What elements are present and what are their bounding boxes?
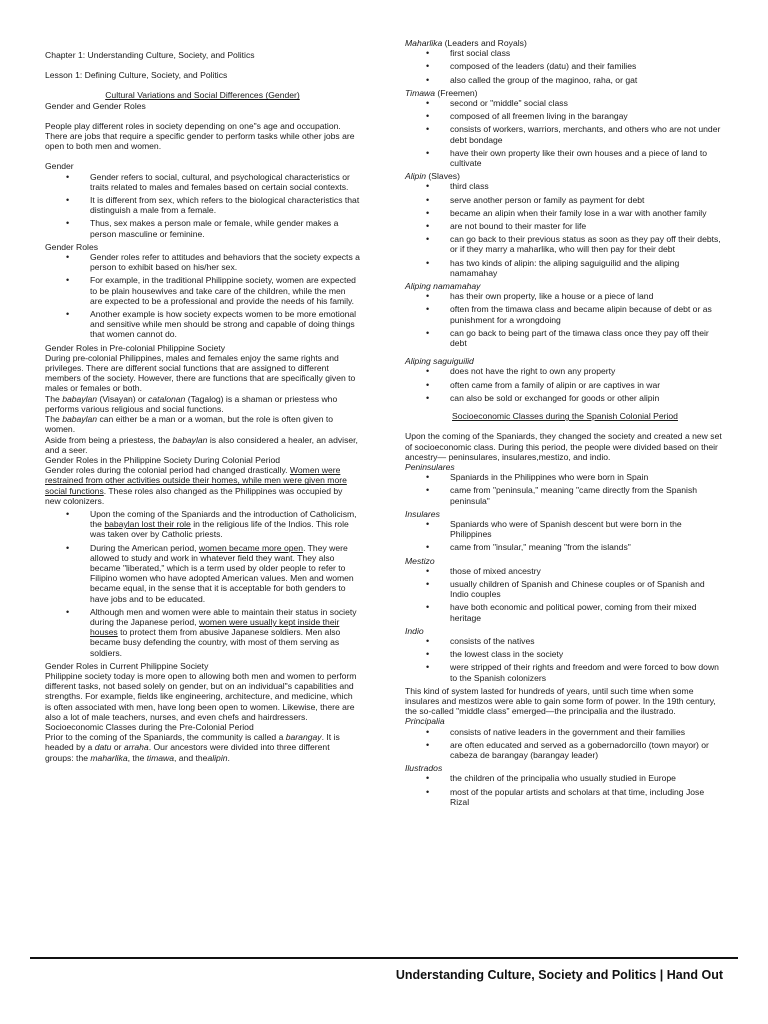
colonial-heading: Gender Roles in the Philippine Society During Colonial Period xyxy=(45,454,281,465)
alipin-heading: Alipin (Slaves) xyxy=(405,171,460,182)
ilustrados-heading: Ilustrados xyxy=(405,763,443,774)
colonial-list xyxy=(45,509,360,658)
list-item: • For example, in the traditional Philippine society, women are expected to be plain housewives and take care of the children, while the men are expected to be a professional and provide the needs of his family. xyxy=(45,275,360,306)
list-item: • those of mixed ancestry xyxy=(405,566,725,576)
list-item: • are often educated and served as a gobernadorcillo (town mayor) or cabeza de barangay (barangay leader) xyxy=(405,740,725,760)
list-item: • has their own property, like a house or a piece of land xyxy=(405,291,725,301)
right-column xyxy=(405,0,725,810)
list-item: • During the American period, women became more open. They were allowed to study and work in whatever field they want. They also became "liberated," which is a term used by older people to refer to Filipino women who have adopted American values. Men and women became equal, in the sense that it is acceptable for both genders to have jobs and to be educated. xyxy=(45,543,360,604)
list-item: • serve another person or family as payment for debt xyxy=(405,195,725,205)
current-heading: Gender Roles in Current Philippine Society xyxy=(45,660,209,671)
mestizo-heading: Mestizo xyxy=(405,555,435,566)
list-item: • consists of native leaders in the government and their families xyxy=(405,727,725,737)
principalia-heading: Principalia xyxy=(405,716,445,727)
list-item: • Another example is how society expects women to be more emotional and sensitive while men should be strong and capable of doing things that women cannot do. xyxy=(45,309,360,340)
list-item: • Although men and women were able to maintain their status in society during the Japanese period, women were usually kept inside their houses to protect them from abusive Japanese soldiers. Men also became busy defending the country, with most of them serving as soldiers. xyxy=(45,607,360,658)
saguiguilid-heading: Aliping saguiguilid xyxy=(405,356,474,367)
list-item: • are not bound to their master for life xyxy=(405,221,725,231)
precolonial-paragraph-4: Aside from being a priestess, the babaylan is also considered a healer, an adviser, and a seer. xyxy=(45,434,358,455)
namamahay-heading: Aliping namamahay xyxy=(405,281,481,292)
precolonial-paragraph-2: The babaylan (Visayan) or catalonan (Tagalog) is a shaman or priestess who performs various religious and social functions. xyxy=(45,393,338,414)
list-item: • composed of the leaders (datu) and their families xyxy=(405,61,725,71)
list-item: • Gender roles refer to attitudes and behaviors that the society expects a person to exhibit based on his/her sex. xyxy=(45,252,360,272)
gender-roles-list xyxy=(45,252,360,340)
timawa-heading: Timawa (Freemen) xyxy=(405,87,478,98)
list-item: • became an alipin when their family lose in a war with another family xyxy=(405,208,725,218)
insulares-heading: Insulares xyxy=(405,508,440,519)
indio-heading: Indio xyxy=(405,625,424,636)
chapter-title: Chapter 1: Understanding Culture, Society, and Politics xyxy=(45,50,255,60)
alipin-list xyxy=(405,181,725,278)
list-item: • consists of the natives xyxy=(405,636,725,646)
list-item: • composed of all freemen living in the barangay xyxy=(405,111,725,121)
list-item: • the children of the principalia who usually studied in Europe xyxy=(405,773,725,783)
list-item: • consists of workers, warriors, merchants, and others who are not under debt bondage xyxy=(405,124,725,144)
indio-list xyxy=(405,636,725,683)
intro-paragraph: People play different roles in society depending on one"s age and occupation. There are jobs that require a specific gender to perform tasks while other jobs are open to both men and women. xyxy=(45,120,355,152)
namamahay-list xyxy=(405,291,725,348)
current-paragraph: Philippine society today is more open to allowing both men and women to perform different tasks, not based solely on gender, but on an individual"s capabilities and strengths. For example, fields like engineering, architecture, and medicine, which is often associated with men, have long been open to women. Likewise, there are also a lot of male teachers, nurses, and even chefs and hairdressers. xyxy=(45,670,357,722)
list-item: • second or "middle" social class xyxy=(405,98,725,108)
list-item: • does not have the right to own any property xyxy=(405,366,725,376)
peninsulares-list xyxy=(405,472,725,506)
list-item: • most of the popular artists and scholars at that time, including Jose Rizal xyxy=(405,787,725,807)
socio-precolonial-heading: Socioeconomic Classes during the Pre-Colonial Period xyxy=(45,721,254,732)
spanish-period-paragraph: Upon the coming of the Spaniards, they changed the society and created a new set of socioeconomic class. During this period, the people were divided based on their ancestry— peninsulares, insulares,mestizo, and indio. xyxy=(405,431,722,462)
list-item: • were stripped of their rights and freedom and were forced to bow down to the Spanish colonizers xyxy=(405,662,725,682)
maharlika-list xyxy=(405,48,725,85)
ilustrados-list xyxy=(405,773,725,807)
list-item: • third class xyxy=(405,181,725,191)
socio-precolonial-paragraph: Prior to the coming of the Spaniards, the community is called a barangay. It is headed by a datu or arraha. Our ancestors were divided into three different groups: the maharlika, the timawa, and thealipin. xyxy=(45,732,340,763)
colonial-paragraph: Gender roles during the colonial period had changed drastically. Women were restrained from other activities outside their homes, while men were given more social functions. These roles also changed as the Philippines was occupied by new colonizers. xyxy=(45,465,347,506)
maharlika-heading: Maharlika (Leaders and Royals) xyxy=(405,38,527,48)
list-item: • first social class xyxy=(405,48,725,58)
section-title: Cultural Variations and Social Differences (Gender) xyxy=(105,90,300,101)
list-item: • Gender refers to social, cultural, and psychological characteristics or traits related to males and females based on certain social contexts. xyxy=(45,172,360,192)
gender-heading: Gender xyxy=(45,161,74,172)
list-item: • often from the timawa class and became alipin because of debt or as punishment for a wrongdoing xyxy=(405,304,725,324)
list-item: • usually children of Spanish and Chinese couples or of Spanish and Indio couples xyxy=(405,579,725,599)
precolonial-heading: Gender Roles in Pre-colonial Philippine Society xyxy=(45,342,226,353)
insulares-list xyxy=(405,519,725,553)
gender-roles-heading: Gender Roles xyxy=(45,241,99,252)
precolonial-paragraph-3: The babaylan can either be a man or a woman, but the role is often given to women. xyxy=(45,414,334,435)
list-item: • Thus, sex makes a person male or female, while gender makes a person masculine or feminine. xyxy=(45,218,360,238)
list-item: • has two kinds of alipin: the aliping saguiguilid and the aliping namamahay xyxy=(405,258,725,278)
system-paragraph: This kind of system lasted for hundreds of years, until such time when some insulares and mestizos were able to gain some form of power. In the 19th century, the so-called "middle class" emerged—the principalia and the ilustrado. xyxy=(405,685,716,717)
footer-divider xyxy=(30,957,738,959)
timawa-list xyxy=(405,98,725,168)
saguiguilid-list xyxy=(405,366,725,403)
left-column xyxy=(45,0,360,763)
list-item: • can go back to their previous status as soon as they pay off their debts, or if they marry a maharlika, who will then pay for their debt xyxy=(405,234,725,254)
list-item: • Upon the coming of the Spaniards and the introduction of Catholicism, the babaylan lost their role in the religious life of the Indios. This role was taken over by Catholic priests. xyxy=(45,509,360,540)
footer-title: Understanding Culture, Society and Politics | Hand Out xyxy=(395,968,723,982)
precolonial-paragraph-1: During pre-colonial Philippines, males and females enjoy the same rights and privileges. There are different social functions that are assigned to different members of the society. However, there are functions that are specifically given to males or females or both. xyxy=(45,352,356,394)
list-item: • often came from a family of alipin or are captives in war xyxy=(405,380,725,390)
section-subtitle: Gender and Gender Roles xyxy=(45,100,146,111)
lesson-title: Lesson 1: Defining Culture, Society, and Politics xyxy=(45,70,228,81)
list-item: • have their own property like their own houses and a piece of land to cultivate xyxy=(405,148,725,168)
list-item: • came from "peninsula," meaning "came directly from the Spanish peninsula" xyxy=(405,485,725,505)
list-item: • Spaniards who were of Spanish descent but were born in the Philippines xyxy=(405,519,725,539)
list-item: • came from "insular," meaning "from the islands" xyxy=(405,542,725,552)
mestizo-list xyxy=(405,566,725,623)
list-item: • can go back to being part of the timawa class once they pay off their debt xyxy=(405,328,725,348)
list-item: • can also be sold or exchanged for goods or other alipin xyxy=(405,393,725,403)
list-item: • also called the group of the maginoo, raha, or gat xyxy=(405,75,725,85)
list-item: • have both economic and political power, coming from their mixed heritage xyxy=(405,602,725,622)
gender-list xyxy=(45,172,360,239)
list-item: • the lowest class in the society xyxy=(405,649,725,659)
principalia-list xyxy=(405,727,725,761)
spanish-period-heading: Socioeconomic Classes during the Spanish Colonial Period xyxy=(452,411,678,422)
list-item: • Spaniards in the Philippines who were born in Spain xyxy=(405,472,725,482)
peninsulares-heading: Peninsulares xyxy=(405,461,455,472)
list-item: • It is different from sex, which refers to the biological characteristics that distinguish a male from a female. xyxy=(45,195,360,215)
